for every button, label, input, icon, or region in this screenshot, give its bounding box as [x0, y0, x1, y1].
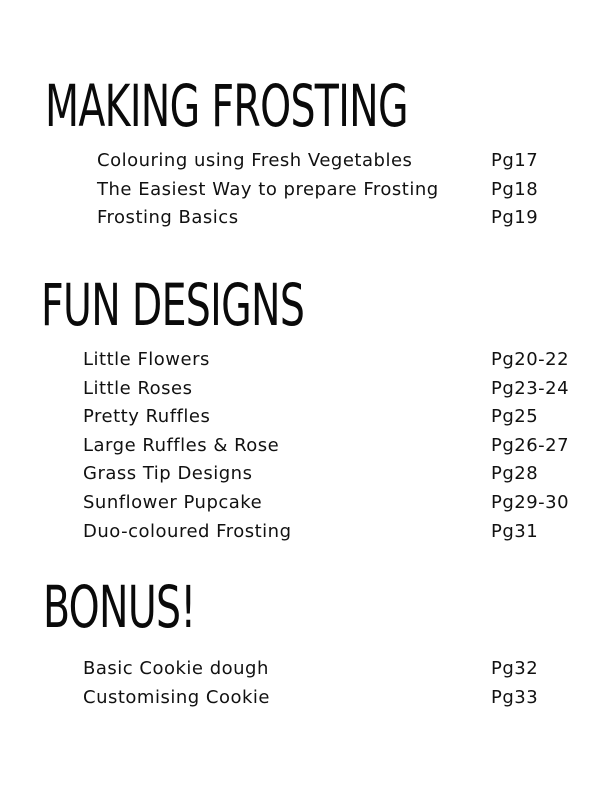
toc-entry-label: Sunflower Pupcake — [83, 491, 263, 513]
toc-entry[interactable] — [97, 176, 597, 205]
toc-entry-page: Pg17 — [491, 150, 539, 171]
toc-entry[interactable] — [83, 655, 583, 684]
toc-entry-label: Basic Cookie dough — [83, 658, 269, 679]
toc-entry-page: Pg33 — [491, 686, 539, 708]
toc-entry[interactable] — [83, 489, 603, 518]
toc-entry[interactable] — [97, 204, 597, 233]
toc-entry-page: Pg31 — [491, 520, 539, 542]
toc-entry-label: The Easiest Way to prepare Frosting — [97, 178, 439, 200]
toc-entry-label: Grass Tip Designs — [83, 463, 253, 485]
toc-entry[interactable] — [83, 375, 603, 404]
toc-entry-page: Pg19 — [491, 207, 539, 229]
toc-entry-page: Pg20-22 — [491, 349, 570, 370]
toc-entry-page: Pg25 — [491, 406, 539, 428]
toc-entry-label: Customising Cookie — [83, 686, 270, 708]
toc-list-bonus — [83, 655, 583, 712]
toc-entry-page: Pg26-27 — [491, 434, 570, 456]
toc-entry-label: Little Roses — [83, 377, 193, 399]
toc-entry-page: Pg23-24 — [491, 377, 570, 399]
toc-entry[interactable] — [97, 147, 597, 176]
toc-entry-page: Pg18 — [491, 178, 539, 200]
toc-list-making-frosting — [97, 147, 597, 233]
toc-entry-label: Duo-coloured Frosting — [83, 520, 292, 542]
section-title-making-frosting: MAKING FROSTING — [45, 72, 408, 140]
toc-entry-page: Pg29-30 — [491, 491, 570, 513]
toc-entry[interactable] — [83, 460, 603, 489]
toc-entry[interactable] — [83, 684, 583, 713]
section-title-bonus: BONUS! — [43, 573, 196, 641]
toc-entry-page: Pg28 — [491, 463, 539, 485]
toc-entry[interactable] — [83, 346, 603, 375]
toc-entry-label: Frosting Basics — [97, 207, 239, 229]
toc-entry-page: Pg32 — [491, 658, 539, 679]
toc-list-fun-designs — [83, 346, 603, 546]
toc-entry-label: Pretty Ruffles — [83, 406, 211, 428]
toc-entry-label: Little Flowers — [83, 349, 210, 370]
toc-entry[interactable] — [83, 518, 603, 547]
section-title-fun-designs: FUN DESIGNS — [41, 271, 305, 339]
toc-entry-label: Large Ruffles & Rose — [83, 434, 280, 456]
toc-entry[interactable] — [83, 432, 603, 461]
toc-entry-label: Colouring using Fresh Vegetables — [97, 150, 413, 171]
toc-entry[interactable] — [83, 403, 603, 432]
